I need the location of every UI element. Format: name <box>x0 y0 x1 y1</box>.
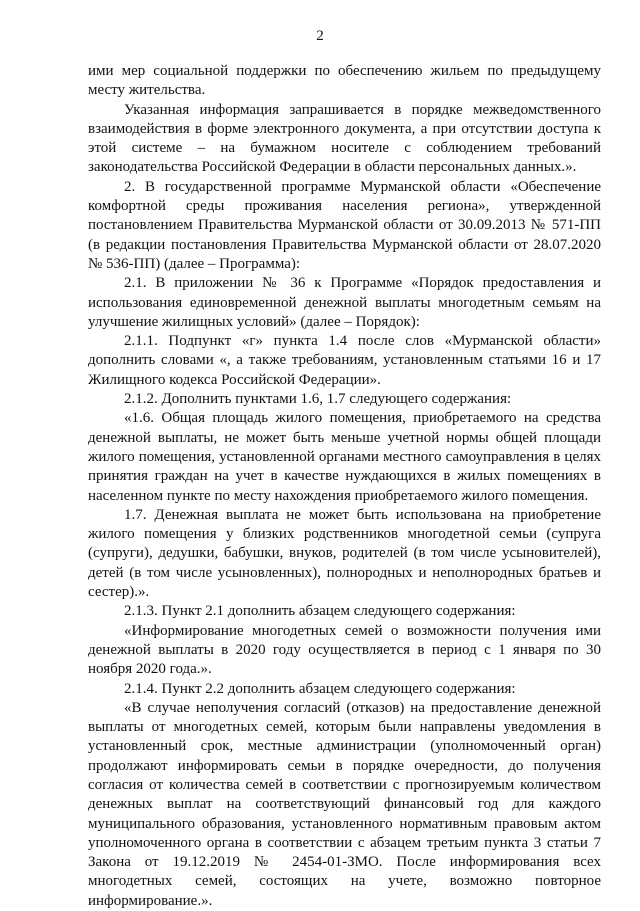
paragraph-info-request: Указанная информация запрашивается в порядке межведомственного взаимодействия в форме электронного документа, а при отсутствии доступа к этой системе – на бумажном носителе с соблюдением требований законодательства Российской Федерации в области персональных данных.». <box>88 101 601 176</box>
paragraph-item-2-1-1: 2.1.1. Подпункт «г» пункта 1.4 после слов «Мурманской области» дополнить словами «, а также требованиям, установленным статьями 16 и 17 Жилищного кодекса Российской Федерации». <box>88 333 601 388</box>
paragraph-item-2-1-2: 2.1.2. Дополнить пунктами 1.6, 1.7 следующего содержания: <box>124 391 512 408</box>
paragraph-item-2-1: 2.1. В приложении № 36 к Программе «Порядок предоставления и использования единовременной денежной выплаты многодетным семьям на улучшение жилищных условий» (далее – Порядок): <box>88 275 601 330</box>
paragraph-clause-1-6: «1.6. Общая площадь жилого помещения, приобретаемого на средства денежной выплаты, не может быть меньше учетной нормы общей площади жилого помещения, установленной органами местного самоуправления в целях принятия граждан на учет в качестве нуждающихся в жилых помещениях в населенном пункте по месту нахождения приобретаемого жилого помещения. <box>88 410 601 504</box>
page-number: 2 <box>316 28 324 44</box>
paragraph-quote-no-consent: «В случае неполучения согласий (отказов) на предоставление денежной выплаты от многодетных семей, которым были направлены уведомления в установленный срок, местные администрации (уполномоченный орган) продолжают информировать семьи в порядке очередности, до получения согласия от количества семей в соответствии с прогнозируемым количеством денежных выплат на соответствующий финансовый год для каждого муниципального образования, установленного нормативным правовым актом уполномоченного органа в соответствии с абзацем третьим пункта 3 статьи 7 Закона от 19.12.2019 № 2454-01-ЗМО. После информирования всех многодетных семей, состоящих на учете, возможно повторное информирование.». <box>88 699 601 909</box>
paragraph-quote-informing: «Информирование многодетных семей о возможности получения ими денежной выплаты в 2020 году осуществляется в период с 1 января по 30 ноября 2020 года.». <box>88 622 601 678</box>
paragraph-continuation: ими мер социальной поддержки по обеспечению жильем по предыдущему месту жительства. <box>88 63 601 99</box>
paragraph-item-2: 2. В государственной программе Мурманской области «Обеспечение комфортной среды проживания населения региона», утвержденной постановлением Правительства Мурманской области от 30.09.2013 № 571-ПП (в редакции постановления Правительства Мурманской области от 28.07.2020 № 536-ПП) (далее – Программа): <box>88 178 601 272</box>
paragraph-clause-1-7: 1.7. Денежная выплата не может быть использована на приобретение жилого помещения у близких родственников многодетной семьи (супруга (супруги), дедушки, бабушки, внуков, родителей (в том числе усыновителей), детей (в том числе усыновленных), полнородных и неполнородных братьев и сестер).». <box>88 506 601 601</box>
paragraph-item-2-1-3: 2.1.3. Пункт 2.1 дополнить абзацем следующего содержания: <box>124 603 516 620</box>
document-body <box>88 62 601 911</box>
paragraph-item-2-1-4: 2.1.4. Пункт 2.2 дополнить абзацем следующего содержания: <box>124 680 516 697</box>
